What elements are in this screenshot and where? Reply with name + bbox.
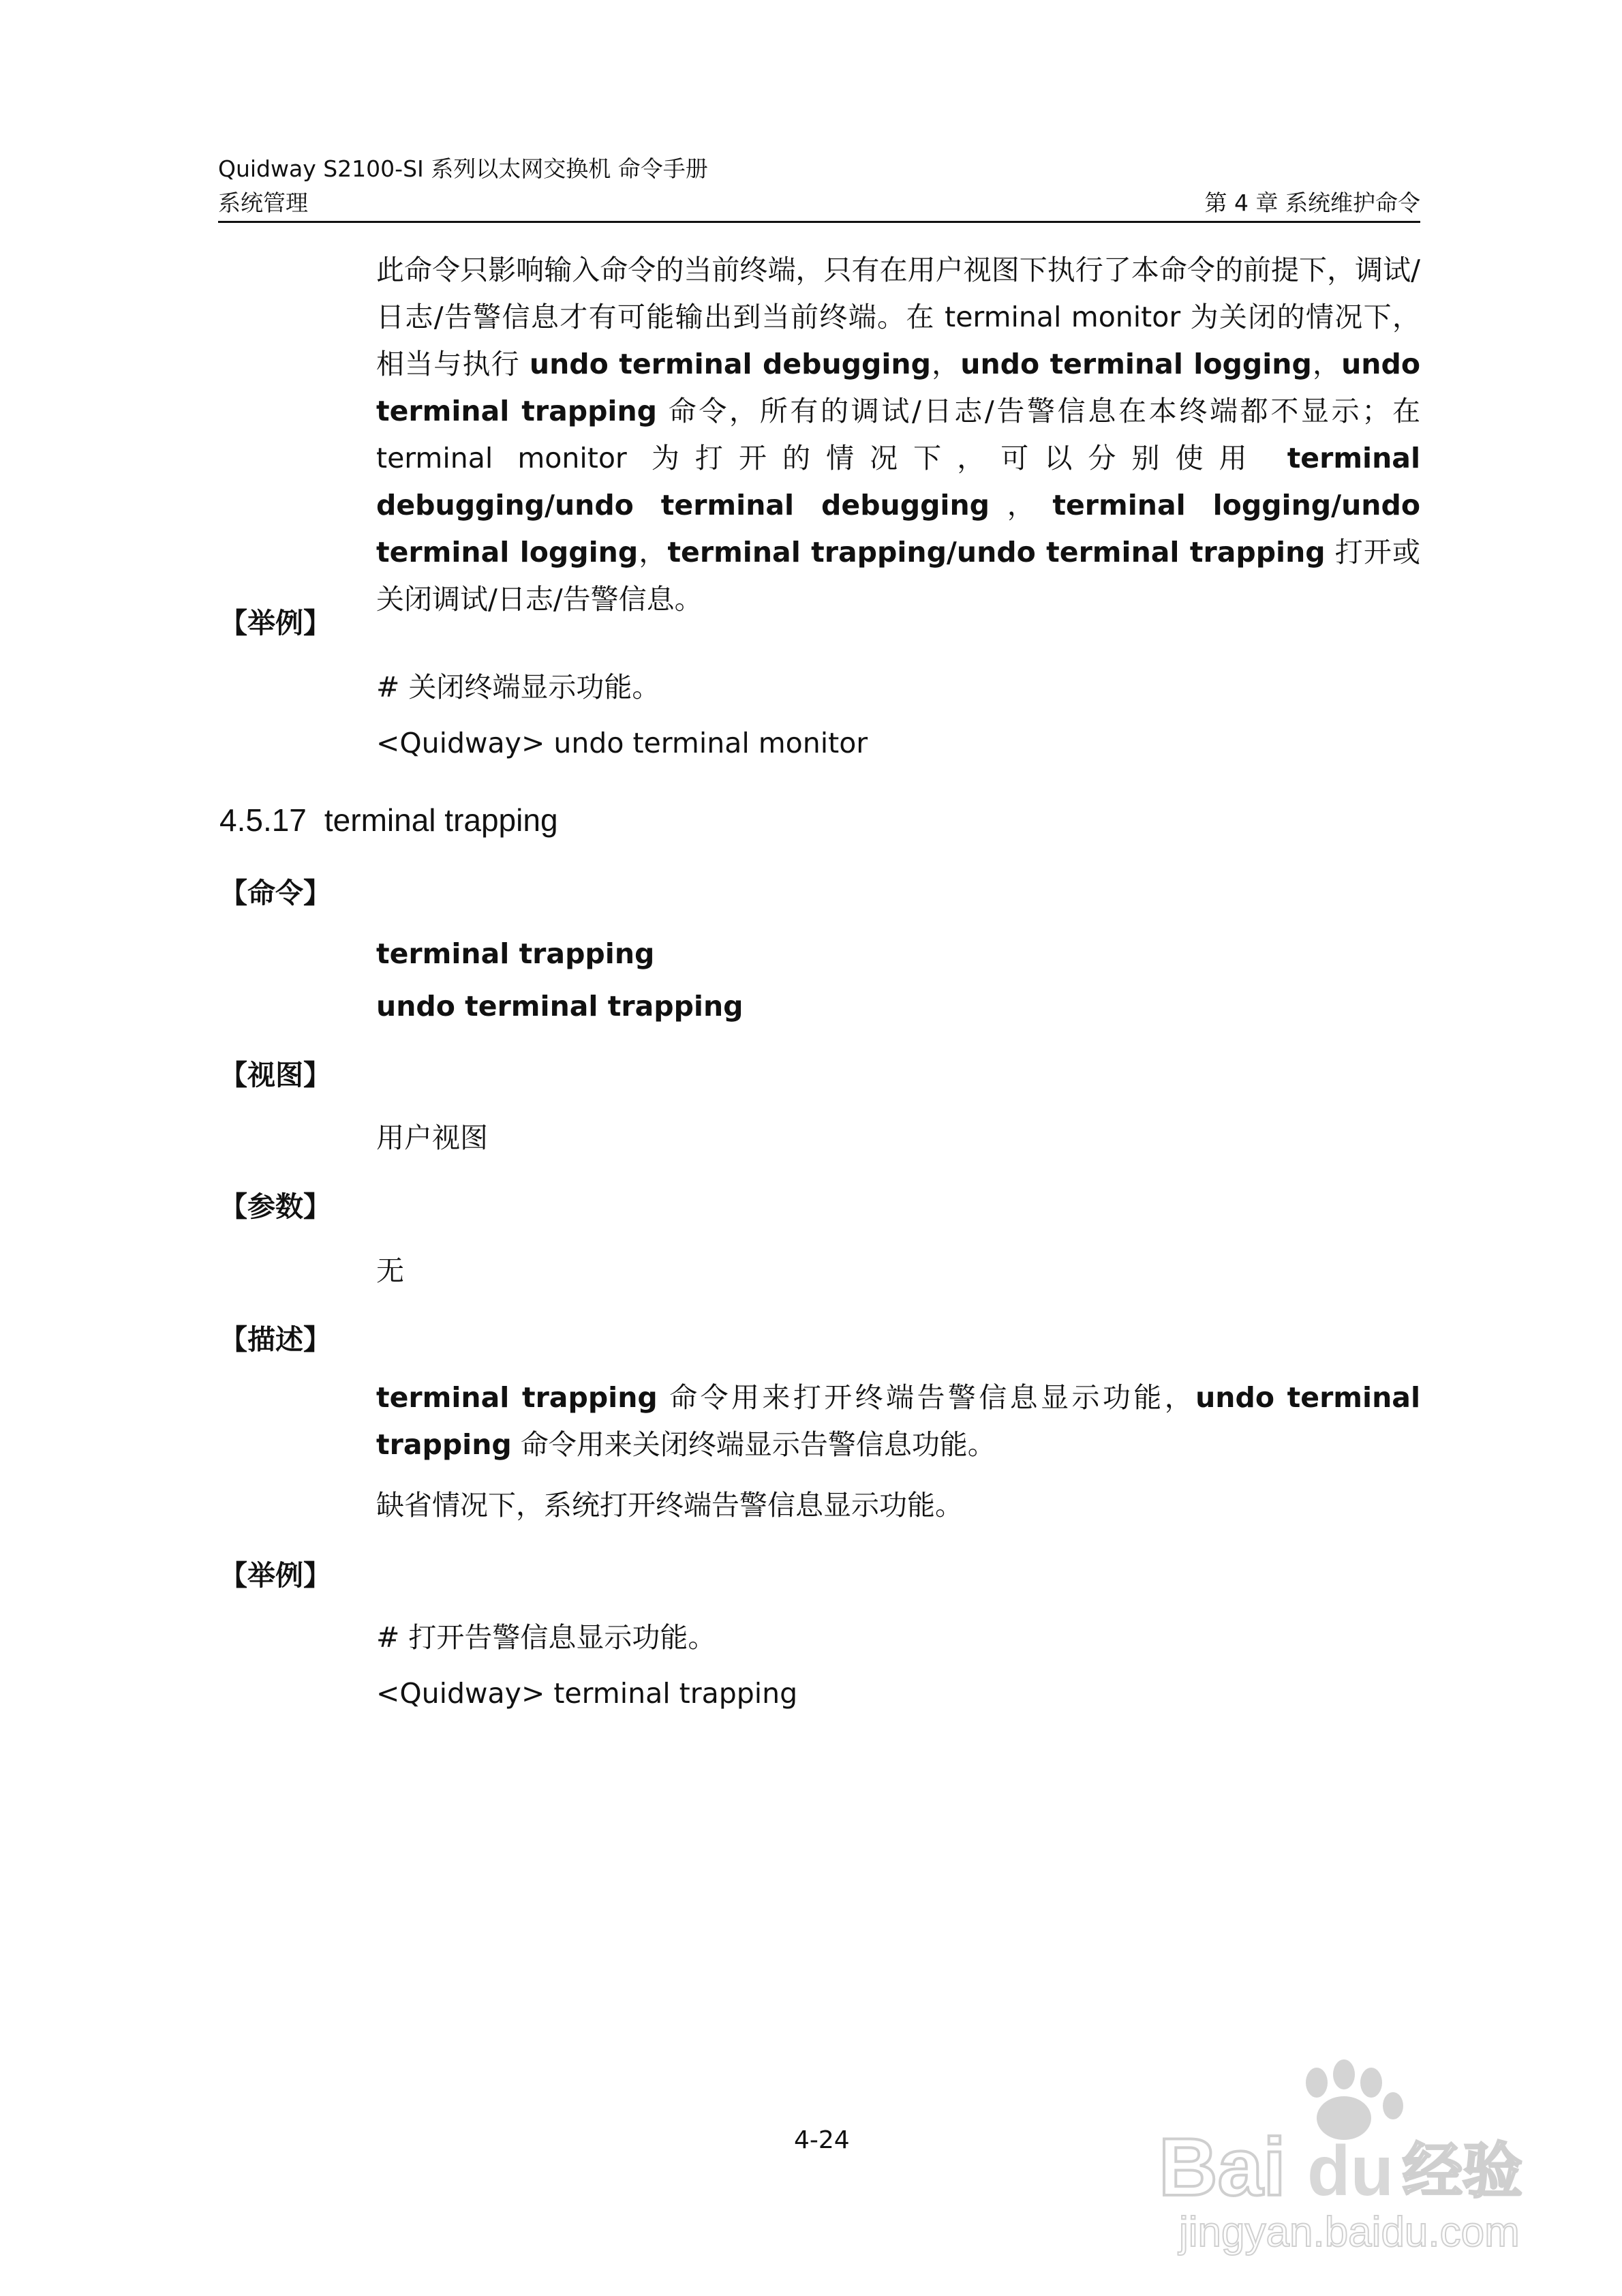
intro-bold-6: terminal trapping/undo terminal trapping xyxy=(667,536,1326,569)
desc-bold-1: terminal trapping xyxy=(376,1381,658,1414)
watermark-brand-cn: 经验 xyxy=(1403,2136,1523,2206)
intro-text-d: 打开或关闭调试/日志/告警信息。 xyxy=(376,536,1421,616)
header-rule xyxy=(218,221,1420,223)
section-number: 4.5.17 xyxy=(219,802,307,838)
command-1: terminal trapping xyxy=(376,937,655,970)
header-product-title: Quidway S2100-SI 系列以太网交换机 命令手册 xyxy=(218,155,708,182)
intro-paragraph xyxy=(376,247,1420,623)
header-chapter-right: 第 4 章 系统维护命令 xyxy=(1204,190,1420,216)
header-section-left: 系统管理 xyxy=(218,190,308,216)
intro-text-a: 此命令只影响输入命令的当前终端，只有在用户视图下执行了本命令的前提下，调试/日志/告警信息才有可能输出到当前终端。在 terminal monitor 为关闭的情况下，相当与执行 xyxy=(376,254,1420,380)
example1-label: 【举例】 xyxy=(219,607,331,639)
watermark-brand-du: du xyxy=(1307,2132,1394,2211)
section-heading xyxy=(219,800,558,841)
example2-command: <Quidway> terminal trapping xyxy=(376,1677,798,1710)
example2-comment: # 打开告警信息显示功能。 xyxy=(376,1621,716,1654)
desc-label: 【描述】 xyxy=(219,1323,331,1356)
intro-sep-3: ， xyxy=(990,489,1053,522)
intro-sep-2: ， xyxy=(1311,348,1342,380)
section-title: terminal trapping xyxy=(324,802,558,838)
intro-bold-1: undo terminal debugging xyxy=(529,348,931,380)
baidu-watermark xyxy=(1159,2055,1540,2260)
intro-bold-5: terminal logging/undo terminal logging xyxy=(376,489,1421,569)
intro-sep-1: ， xyxy=(930,348,961,380)
intro-bold-3: undo terminal trapping xyxy=(376,348,1421,427)
intro-sep-4: ， xyxy=(638,536,668,569)
desc-bold-2: undo terminal trapping xyxy=(376,1381,1420,1461)
params-label: 【参数】 xyxy=(219,1190,331,1223)
example1-command: <Quidway> undo terminal monitor xyxy=(376,727,868,759)
watermark-brand-latin: Bai xyxy=(1159,2121,1286,2213)
desc-text-c: 命令用来关闭终端显示告警信息功能。 xyxy=(511,1428,996,1461)
command-label: 【命令】 xyxy=(219,877,331,909)
view-value: 用户视图 xyxy=(376,1121,488,1154)
desc-paragraph-2: 缺省情况下，系统打开终端告警信息显示功能。 xyxy=(376,1489,963,1522)
desc-text-a: 命令用来打开终端告警信息显示功能， xyxy=(657,1381,1196,1414)
command-2: undo terminal trapping xyxy=(376,990,744,1023)
example2-label: 【举例】 xyxy=(219,1559,331,1592)
page-number: 4-24 xyxy=(794,2126,850,2154)
intro-bold-4: terminal debugging/undo terminal debugging xyxy=(376,442,1420,522)
intro-text-c: 命令，所有的调试/日志/告警信息在本终端都不显示；在 terminal monitor 为打开的情况下，可以分别使用 xyxy=(376,395,1420,474)
watermark-url: jingyan.baidu.com xyxy=(1179,2209,1520,2256)
view-label: 【视图】 xyxy=(219,1059,331,1091)
paw-icon xyxy=(1306,2059,1403,2140)
example1-comment: # 关闭终端显示功能。 xyxy=(376,671,660,704)
params-value: 无 xyxy=(376,1254,404,1287)
intro-bold-2: undo terminal logging xyxy=(960,348,1312,380)
desc-paragraph-1 xyxy=(376,1374,1420,1468)
